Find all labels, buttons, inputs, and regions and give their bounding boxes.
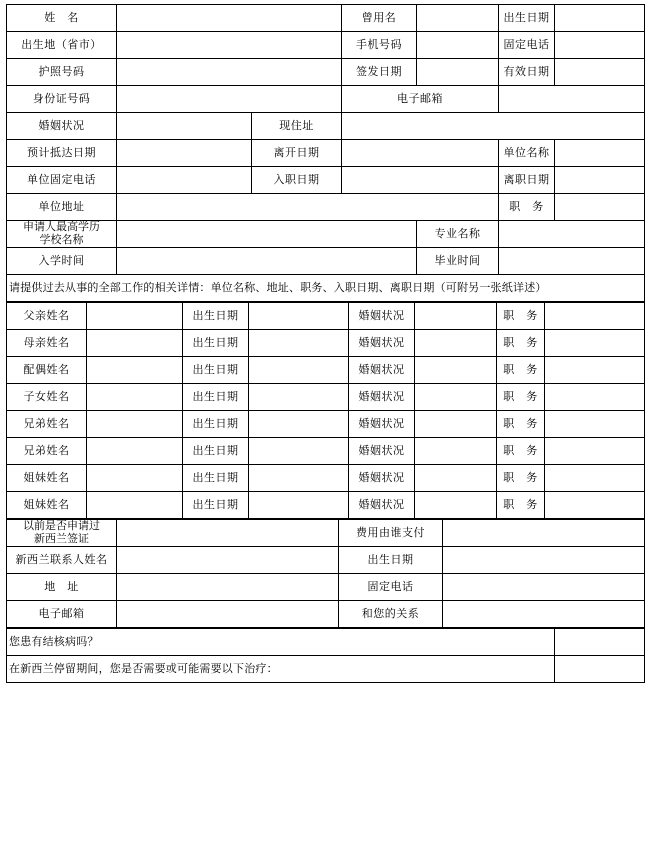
input-brother1-birth-date[interactable] <box>249 411 349 438</box>
label-birth-place: 出生地（省市） <box>7 32 117 59</box>
label-previous-nz-application-line2: 新西兰签证 <box>34 533 89 545</box>
label-departure-date: 离开日期 <box>252 140 342 167</box>
input-issue-date[interactable] <box>417 59 499 86</box>
label-sister2-name: 姐妹姓名 <box>7 492 87 519</box>
input-position[interactable] <box>555 194 645 221</box>
label-mother-position: 职 务 <box>497 330 545 357</box>
label-birth-date: 出生日期 <box>499 5 555 32</box>
input-sister1-name[interactable] <box>87 465 183 492</box>
table-row <box>7 574 645 601</box>
question-tuberculosis: 您患有结核病吗？ <box>7 629 555 656</box>
input-brother1-name[interactable] <box>87 411 183 438</box>
label-child-birth-date: 出生日期 <box>183 384 249 411</box>
label-brother1-marital-status: 婚姻状况 <box>349 411 415 438</box>
table-row <box>7 656 645 683</box>
input-brother2-marital-status[interactable] <box>415 438 497 465</box>
input-brother1-position[interactable] <box>545 411 645 438</box>
label-landline: 固定电话 <box>499 32 555 59</box>
input-spouse-position[interactable] <box>545 357 645 384</box>
label-marital-status: 婚姻状况 <box>7 113 117 140</box>
label-leave-date: 离职日期 <box>499 167 555 194</box>
label-nz-contact-email: 电子邮箱 <box>7 601 117 628</box>
input-treatment-answer[interactable] <box>555 656 645 683</box>
input-sister1-birth-date[interactable] <box>249 465 349 492</box>
input-mobile[interactable] <box>417 32 499 59</box>
table-row <box>7 384 645 411</box>
input-child-marital-status[interactable] <box>415 384 497 411</box>
label-sister2-marital-status: 婚姻状况 <box>349 492 415 519</box>
label-expected-arrival: 预计抵达日期 <box>7 140 117 167</box>
nz-contact-table <box>6 519 645 628</box>
input-passport-no[interactable] <box>117 59 342 86</box>
input-sister2-position[interactable] <box>545 492 645 519</box>
input-leave-date[interactable] <box>555 167 645 194</box>
label-mother-name: 母亲姓名 <box>7 330 87 357</box>
label-position: 职 务 <box>499 194 555 221</box>
input-employer-phone[interactable] <box>117 167 252 194</box>
input-brother2-position[interactable] <box>545 438 645 465</box>
label-brother2-position: 职 务 <box>497 438 545 465</box>
label-nz-contact-birth-date: 出生日期 <box>339 547 443 574</box>
input-mother-birth-date[interactable] <box>249 330 349 357</box>
label-father-marital-status: 婚姻状况 <box>349 303 415 330</box>
input-birth-date[interactable] <box>555 5 645 32</box>
input-graduation-date[interactable] <box>499 248 645 275</box>
table-row <box>7 194 645 221</box>
label-sister1-marital-status: 婚姻状况 <box>349 465 415 492</box>
label-previous-nz-application <box>7 520 117 547</box>
input-join-date[interactable] <box>342 167 499 194</box>
input-departure-date[interactable] <box>342 140 499 167</box>
input-nz-contact-name[interactable] <box>117 547 339 574</box>
label-mother-marital-status: 婚姻状况 <box>349 330 415 357</box>
input-school-name[interactable] <box>117 221 417 248</box>
label-major: 专业名称 <box>417 221 499 248</box>
family-members-table <box>6 302 645 519</box>
label-enrollment-date: 入学时间 <box>7 248 117 275</box>
label-brother1-position: 职 务 <box>497 411 545 438</box>
label-highest-education-school <box>7 221 117 248</box>
input-spouse-name[interactable] <box>87 357 183 384</box>
table-row <box>7 601 645 628</box>
table-row <box>7 248 645 275</box>
input-expected-arrival[interactable] <box>117 140 252 167</box>
input-brother1-marital-status[interactable] <box>415 411 497 438</box>
input-sister1-marital-status[interactable] <box>415 465 497 492</box>
input-id-number[interactable] <box>117 86 342 113</box>
input-father-position[interactable] <box>545 303 645 330</box>
table-row <box>7 629 645 656</box>
table-row <box>7 492 645 519</box>
input-name[interactable] <box>117 5 342 32</box>
label-email: 电子邮箱 <box>342 86 499 113</box>
label-mobile: 手机号码 <box>342 32 417 59</box>
input-previous-nz-application[interactable] <box>117 520 339 547</box>
input-nz-contact-email[interactable] <box>117 601 339 628</box>
input-spouse-birth-date[interactable] <box>249 357 349 384</box>
input-child-birth-date[interactable] <box>249 384 349 411</box>
label-sister2-position: 职 务 <box>497 492 545 519</box>
label-sister1-name: 姐妹姓名 <box>7 465 87 492</box>
label-brother2-marital-status: 婚姻状况 <box>349 438 415 465</box>
table-row <box>7 221 645 248</box>
table-row <box>7 86 645 113</box>
table-row <box>7 547 645 574</box>
input-mother-name[interactable] <box>87 330 183 357</box>
label-spouse-position: 职 务 <box>497 357 545 384</box>
label-brother1-name: 兄弟姓名 <box>7 411 87 438</box>
table-row <box>7 357 645 384</box>
label-employer-address: 单位地址 <box>7 194 117 221</box>
label-employer-phone: 单位固定电话 <box>7 167 117 194</box>
label-father-position: 职 务 <box>497 303 545 330</box>
input-employer-address[interactable] <box>117 194 499 221</box>
label-brother1-birth-date: 出生日期 <box>183 411 249 438</box>
input-nz-contact-birth-date[interactable] <box>443 547 645 574</box>
input-who-pays[interactable] <box>443 520 645 547</box>
label-spouse-birth-date: 出生日期 <box>183 357 249 384</box>
label-previous-nz-application-line1: 以前是否申请过 <box>23 520 100 532</box>
label-child-marital-status: 婚姻状况 <box>349 384 415 411</box>
input-marital-status[interactable] <box>117 113 252 140</box>
input-father-birth-date[interactable] <box>249 303 349 330</box>
table-row <box>7 330 645 357</box>
table-row <box>7 465 645 492</box>
label-join-date: 入职日期 <box>252 167 342 194</box>
input-former-name[interactable] <box>417 5 499 32</box>
input-employer-name[interactable] <box>555 140 645 167</box>
question-treatment-needed: 在新西兰停留期间，您是否需要或可能需要以下治疗： <box>7 656 555 683</box>
label-passport-no: 护照号码 <box>7 59 117 86</box>
label-spouse-marital-status: 婚姻状况 <box>349 357 415 384</box>
input-current-address[interactable] <box>342 113 645 140</box>
label-current-address: 现住址 <box>252 113 342 140</box>
input-major[interactable] <box>499 221 645 248</box>
table-row <box>7 438 645 465</box>
label-graduation-date: 毕业时间 <box>417 248 499 275</box>
input-birth-place[interactable] <box>117 32 342 59</box>
label-sister1-birth-date: 出生日期 <box>183 465 249 492</box>
input-father-name[interactable] <box>87 303 183 330</box>
label-father-name: 父亲姓名 <box>7 303 87 330</box>
label-child-position: 职 务 <box>497 384 545 411</box>
input-nz-contact-landline[interactable] <box>443 574 645 601</box>
input-sister2-birth-date[interactable] <box>249 492 349 519</box>
table-row <box>7 113 645 140</box>
table-row <box>7 167 645 194</box>
input-father-marital-status[interactable] <box>415 303 497 330</box>
label-mother-birth-date: 出生日期 <box>183 330 249 357</box>
label-nz-contact-address: 地 址 <box>7 574 117 601</box>
input-sister1-position[interactable] <box>545 465 645 492</box>
table-row <box>7 140 645 167</box>
health-questions-table <box>6 628 645 683</box>
table-row <box>7 5 645 32</box>
table-row <box>7 303 645 330</box>
label-nz-contact-landline: 固定电话 <box>339 574 443 601</box>
input-spouse-marital-status[interactable] <box>415 357 497 384</box>
label-spouse-name: 配偶姓名 <box>7 357 87 384</box>
input-mother-marital-status[interactable] <box>415 330 497 357</box>
work-history-note: 请提供过去从事的全部工作的相关详情：单位名称、地址、职务、入职日期、离职日期（可附另一张纸详述） <box>7 275 645 302</box>
label-id-number: 身份证号码 <box>7 86 117 113</box>
label-highest-education-line1: 申请人最高学历 <box>23 221 100 233</box>
input-email[interactable] <box>499 86 645 113</box>
input-enrollment-date[interactable] <box>117 248 417 275</box>
input-nz-contact-address[interactable] <box>117 574 339 601</box>
label-brother2-name: 兄弟姓名 <box>7 438 87 465</box>
table-row <box>7 411 645 438</box>
label-former-name: 曾用名 <box>342 5 417 32</box>
input-expiry-date[interactable] <box>555 59 645 86</box>
label-sister1-position: 职 务 <box>497 465 545 492</box>
label-highest-education-line2: 学校名称 <box>39 234 84 246</box>
label-nz-contact-relationship: 和您的关系 <box>339 601 443 628</box>
table-row <box>7 32 645 59</box>
label-brother2-birth-date: 出生日期 <box>183 438 249 465</box>
label-nz-contact-name: 新西兰联系人姓名 <box>7 547 117 574</box>
input-child-name[interactable] <box>87 384 183 411</box>
label-who-pays: 费用由谁支付 <box>339 520 443 547</box>
table-row <box>7 520 645 547</box>
label-child-name: 子女姓名 <box>7 384 87 411</box>
input-mother-position[interactable] <box>545 330 645 357</box>
input-sister2-marital-status[interactable] <box>415 492 497 519</box>
input-nz-contact-relationship[interactable] <box>443 601 645 628</box>
input-sister2-name[interactable] <box>87 492 183 519</box>
label-employer-name: 单位名称 <box>499 140 555 167</box>
input-tuberculosis-answer[interactable] <box>555 629 645 656</box>
label-name: 姓 名 <box>7 5 117 32</box>
label-issue-date: 签发日期 <box>342 59 417 86</box>
label-father-birth-date: 出生日期 <box>183 303 249 330</box>
label-expiry-date: 有效日期 <box>499 59 555 86</box>
input-landline[interactable] <box>555 32 645 59</box>
input-child-position[interactable] <box>545 384 645 411</box>
application-form-table <box>6 4 645 302</box>
input-brother2-name[interactable] <box>87 438 183 465</box>
table-row <box>7 59 645 86</box>
label-sister2-birth-date: 出生日期 <box>183 492 249 519</box>
input-brother2-birth-date[interactable] <box>249 438 349 465</box>
table-row <box>7 275 645 302</box>
